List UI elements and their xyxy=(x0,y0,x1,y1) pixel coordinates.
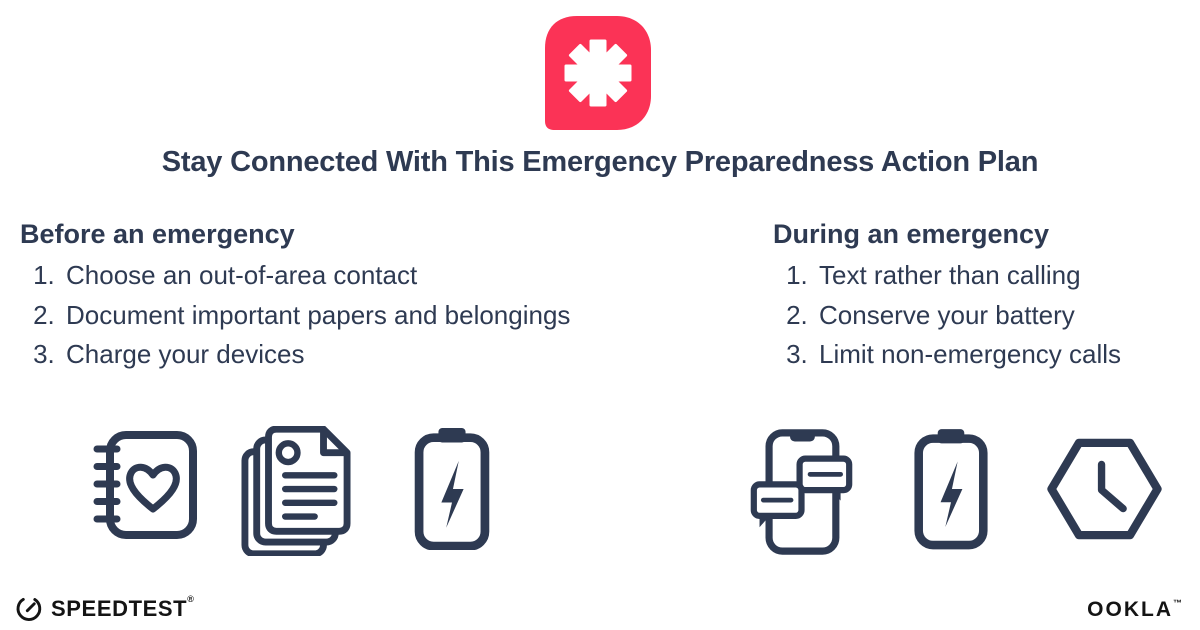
speedtest-wordmark: SPEEDTEST® xyxy=(51,594,195,621)
list-item: 2. Document important papers and belongings xyxy=(62,296,740,336)
list-item: 3. Limit non-emergency calls xyxy=(815,335,1197,375)
asterisk-glyph xyxy=(565,40,632,107)
section-during-emergency xyxy=(773,219,1197,375)
medical-asterisk-icon xyxy=(543,14,653,132)
before-emergency-list xyxy=(20,256,740,375)
battery-charging-icon xyxy=(913,428,989,550)
list-item: 1. Choose an out-of-area contact xyxy=(62,256,740,296)
list-item: 2. Conserve your battery xyxy=(815,296,1197,336)
medical-asterisk-svg xyxy=(543,14,653,132)
clock-hexagon-icon xyxy=(1044,436,1165,542)
ookla-wordmark: OOKLA xyxy=(1087,598,1173,621)
during-emergency-list xyxy=(773,256,1197,375)
battery-charging-icon xyxy=(412,428,492,550)
speed-gauge-icon xyxy=(14,594,44,624)
contact-book-heart-icon xyxy=(93,430,197,540)
trademark-mark: ™ xyxy=(1173,598,1184,608)
registered-mark: ® xyxy=(187,594,195,604)
documents-stack-icon xyxy=(241,426,351,556)
section-heading-before: Before an emergency xyxy=(20,219,295,249)
section-heading-during: During an emergency xyxy=(773,219,1050,249)
speedtest-logo xyxy=(14,593,194,625)
ookla-logo xyxy=(1087,598,1184,622)
section-before-emergency xyxy=(20,219,740,375)
page-title: Stay Connected With This Emergency Preparedness Action Plan xyxy=(161,146,1039,178)
list-item: 3. Charge your devices xyxy=(62,335,740,375)
list-item: 1. Text rather than calling xyxy=(815,256,1197,296)
phone-messages-icon xyxy=(750,428,853,556)
